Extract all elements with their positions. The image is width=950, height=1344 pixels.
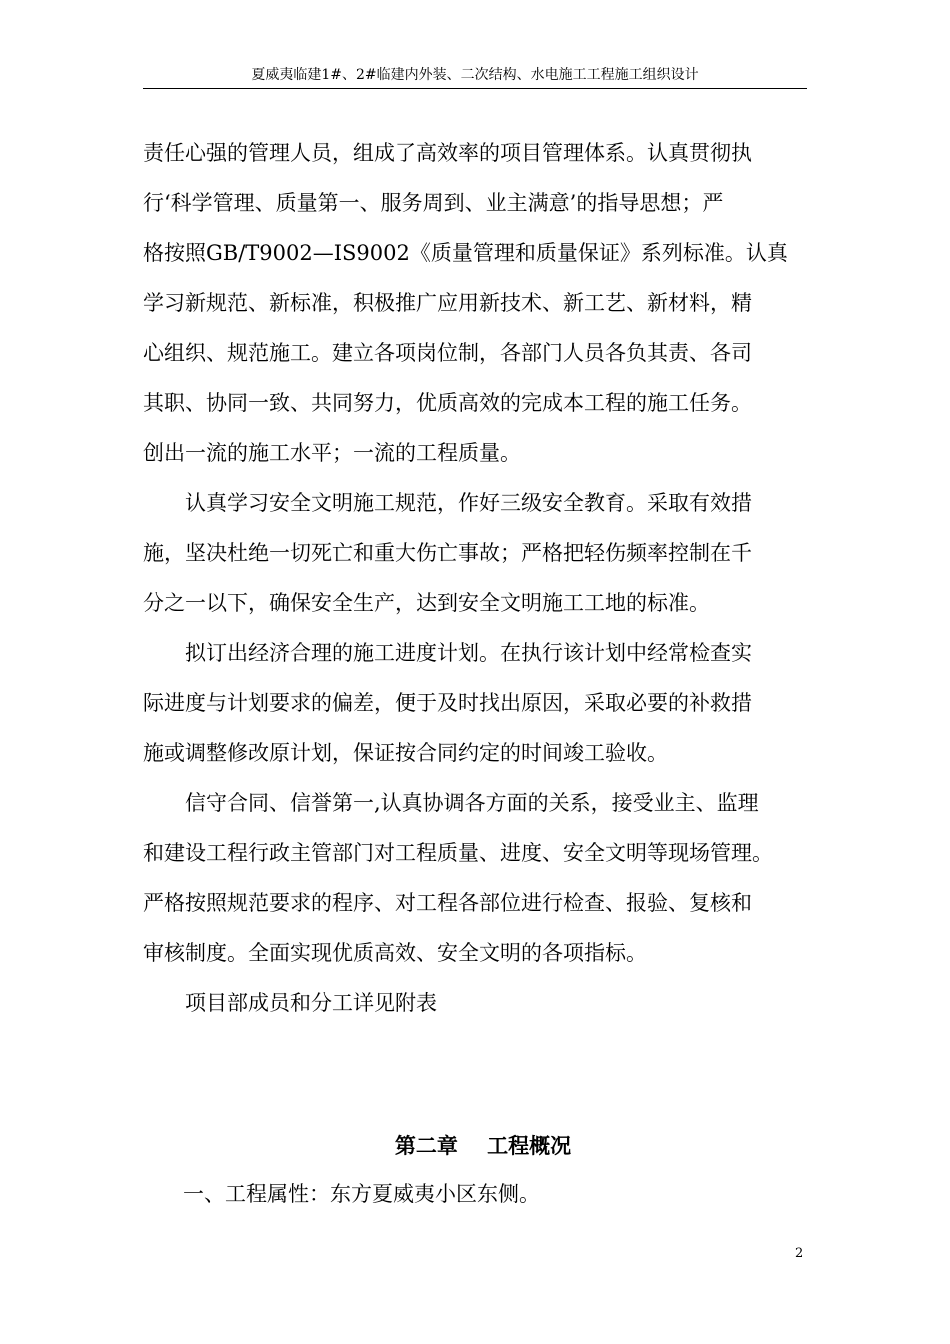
text-line: 和建设工程行政主管部门对工程质量、进度、安全文明等现场管理。 xyxy=(143,841,773,865)
text-line: 拟订出经济合理的施工进度计划。在执行该计划中经常检查实 xyxy=(185,641,752,665)
text-line: 审核制度。全面实现优质高效、安全文明的各项指标。 xyxy=(143,941,647,965)
text-line: 责任心强的管理人员，组成了高效率的项目管理体系。认真贯彻执 xyxy=(143,141,752,165)
text-line: 其职、协同一致、共同努力，优质高效的完成本工程的施工任务。 xyxy=(143,391,752,415)
text-line: 项目部成员和分工详见附表 xyxy=(185,991,437,1015)
text-line: 信守合同、信誉第一,认真协调各方面的关系，接受业主、监理 xyxy=(185,791,759,815)
text-line: 分之一以下，确保安全生产，达到安全文明施工工地的标准。 xyxy=(143,591,710,615)
text-line: 严格按照规范要求的程序、对工程各部位进行检查、报验、复核和 xyxy=(143,891,752,915)
header-title: 夏威夷临建1#、2#临建内外装、二次结构、水电施工工程施工组织设计 xyxy=(251,67,699,83)
section-heading: 一、工程属性：东方夏威夷小区东侧。 xyxy=(183,1182,540,1206)
page-number: 2 xyxy=(795,1246,804,1261)
body-text xyxy=(143,128,823,1028)
text-line: 施或调整修改原计划，保证按合同约定的时间竣工验收。 xyxy=(143,741,668,765)
text-line: 心组织、规范施工。建立各项岗位制，各部门人员各负其责、各司 xyxy=(143,341,752,365)
paragraph xyxy=(143,978,823,1028)
text-line: 学习新规范、新标准，积极推广应用新技术、新工艺、新材料，精 xyxy=(143,291,752,315)
paragraph xyxy=(143,778,823,978)
chapter-title: 第二章 工程概况 xyxy=(394,1133,572,1158)
paragraph xyxy=(143,628,823,778)
text-line: 施，坚决杜绝一切死亡和重大伤亡事故；严格把轻伤频率控制在千 xyxy=(143,541,752,565)
text-line: 创出一流的施工水平；一流的工程质量。 xyxy=(143,441,521,465)
paragraph xyxy=(143,128,823,478)
paragraph xyxy=(143,478,823,628)
text-line: 行‘科学管理、质量第一、服务周到、业主满意’的指导思想；严 xyxy=(143,191,724,215)
text-line: 格按照GB/T9002—IS9002《质量管理和质量保证》系列标准。认真 xyxy=(143,241,788,265)
page-header xyxy=(143,62,807,89)
text-line: 际进度与计划要求的偏差，便于及时找出原因，采取必要的补救措 xyxy=(143,691,752,715)
text-line: 认真学习安全文明施工规范，作好三级安全教育。采取有效措 xyxy=(185,491,752,515)
